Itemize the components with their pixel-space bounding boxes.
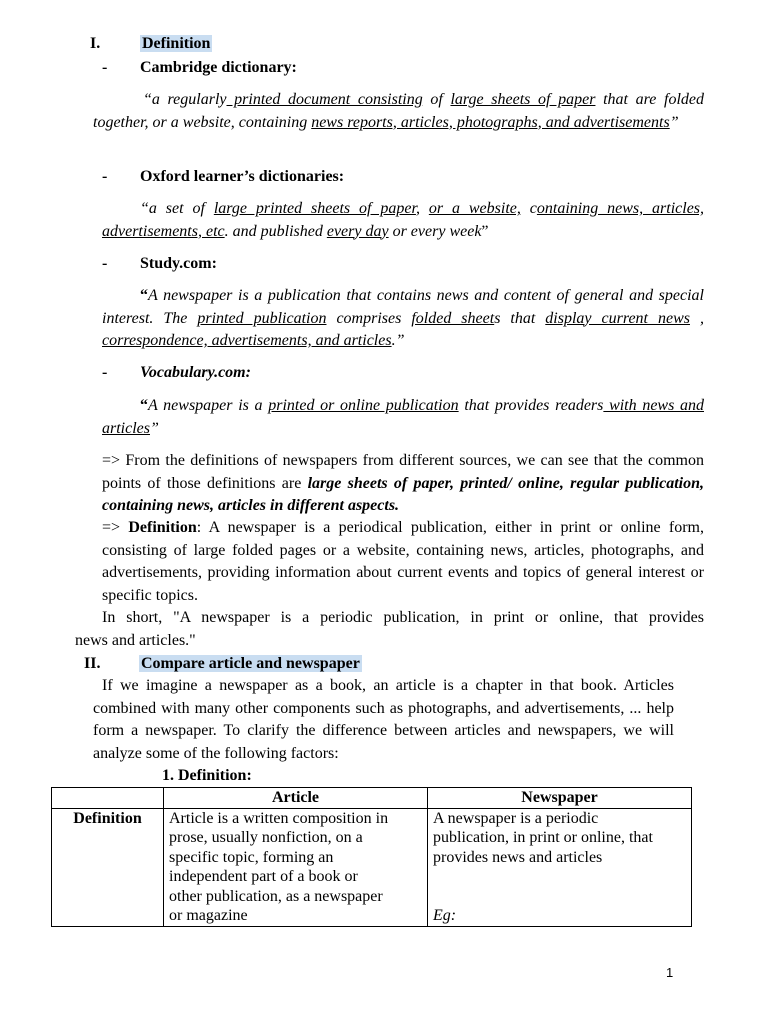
comparison-table bbox=[51, 787, 692, 927]
list-dash: - bbox=[102, 168, 108, 185]
quote-study: “A newspaper is a publication that contains news and content of general and special interest. The printed publication comprises folded sheets that display current news , correspondence, advertisements, and articles.” bbox=[102, 287, 704, 349]
cell-line: or magazine bbox=[169, 907, 248, 924]
cell-line: Article is a written composition in bbox=[169, 809, 389, 827]
list-dash: - bbox=[102, 255, 108, 272]
section-number: II. bbox=[84, 655, 101, 672]
conclusion-common-points: => From the definitions of newspapers from different sources, we can see that the common points of those definitions are large sheets of paper, printed/ online, regular publication, containing news, articles in different aspects. bbox=[102, 452, 704, 514]
source-label-oxford: Oxford learner’s dictionaries: bbox=[140, 168, 345, 185]
in-short-line-1: In short, "A newspaper is a periodic publication, in print or online, that provides bbox=[102, 609, 704, 626]
conclusion-definition: => Definition: A newspaper is a periodical publication, either in print or online form, consisting of large folded pages or a website, containing news, articles, photographs, and advertisements, providing information about current events and topics of general interest or specific topics. bbox=[102, 519, 704, 604]
table-cell-article bbox=[164, 808, 428, 926]
table-header-article: Article bbox=[164, 788, 428, 809]
in-short-line-2: news and articles." bbox=[75, 632, 196, 649]
table-cell-newspaper bbox=[428, 808, 692, 926]
page-number: 1 bbox=[666, 965, 674, 980]
source-label-cambridge: Cambridge dictionary: bbox=[140, 59, 297, 76]
cell-line: specific topic, forming an bbox=[169, 848, 334, 866]
section-number: I. bbox=[90, 35, 101, 52]
quote-oxford: “a set of large printed sheets of paper, or a website, containing news, articles, advertisements, etc. and published every day or every week” bbox=[102, 200, 705, 240]
section-intro: If we imagine a newspaper as a book, an article is a chapter in that book. Articles combined with many other components such as photographs, and advertisements, ... help form a newspaper. To clarify the difference between articles and newspapers, we will analyze some of the following factors: bbox=[93, 677, 674, 762]
subsection-title: 1. Definition: bbox=[162, 767, 252, 784]
section-title: Definition bbox=[142, 35, 211, 52]
example-label: Eg: bbox=[433, 907, 457, 924]
source-label-vocabulary: Vocabulary.com: bbox=[140, 364, 251, 381]
list-dash: - bbox=[102, 59, 108, 76]
source-label-study: Study.com: bbox=[140, 255, 217, 272]
cell-line: prose, usually nonfiction, on a bbox=[169, 829, 363, 846]
section-title: Compare article and newspaper bbox=[141, 655, 360, 672]
cell-line: provides news and articles bbox=[433, 848, 603, 866]
table-header-newspaper: Newspaper bbox=[428, 788, 692, 809]
table-header-empty bbox=[52, 788, 164, 809]
list-dash: - bbox=[102, 364, 108, 381]
quote-cambridge: “a regularly printed document consisting of large sheets of paper that are folded together, or a website, containing news reports, articles, photographs, and advertisements” bbox=[93, 91, 704, 131]
cell-line: publication, in print or online, that bbox=[433, 829, 653, 846]
table-header-row bbox=[52, 788, 692, 809]
table-row bbox=[52, 808, 692, 926]
quote-vocabulary: “A newspaper is a printed or online publication that provides readers with news and articles” bbox=[102, 397, 704, 437]
cell-line: other publication, as a newspaper bbox=[169, 887, 383, 905]
cell-line: A newspaper is a periodic bbox=[433, 809, 599, 827]
table-row-label: Definition bbox=[52, 808, 164, 926]
cell-line: independent part of a book or bbox=[169, 868, 358, 885]
